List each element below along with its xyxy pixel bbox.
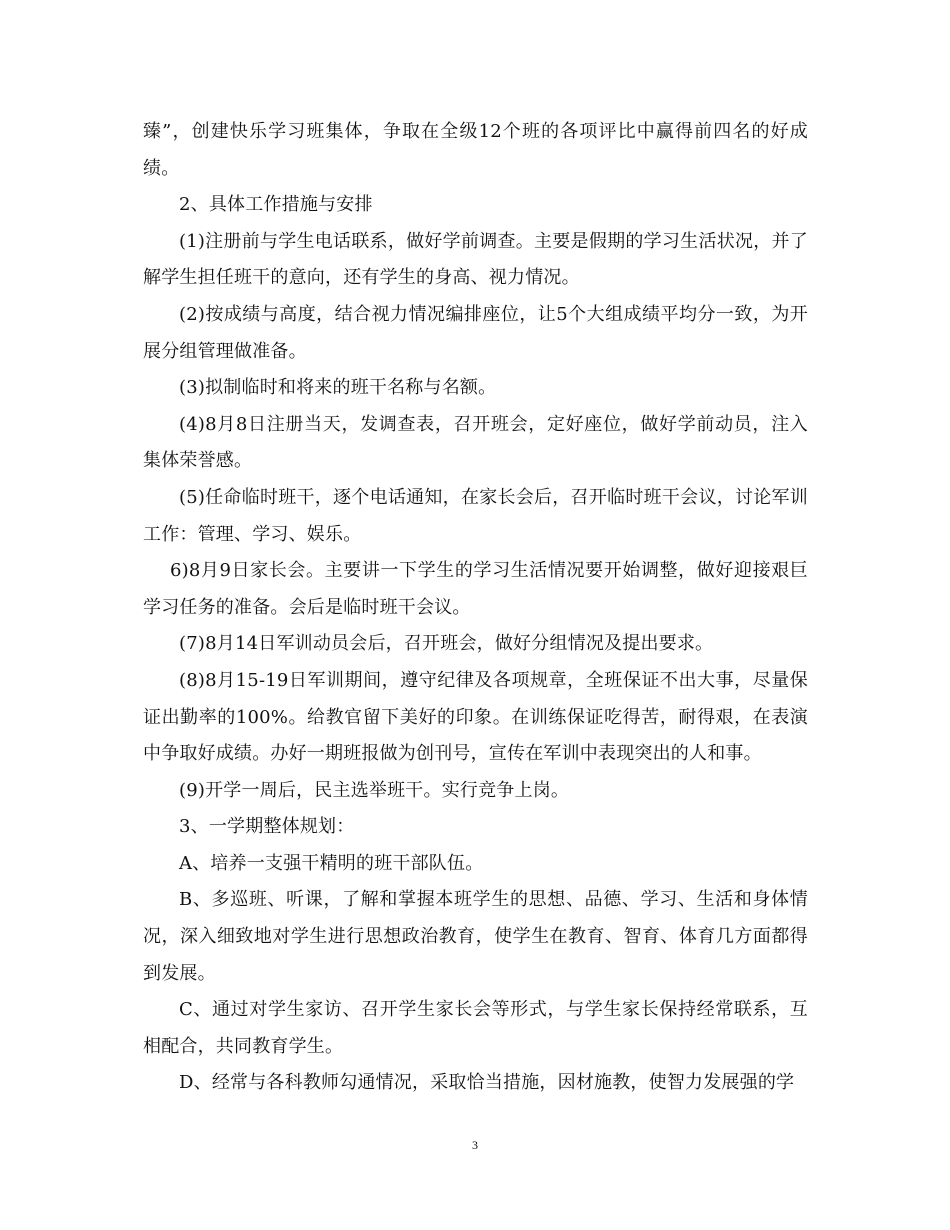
paragraph-item-5: (5)任命临时班干，逐个电话通知，在家长会后，召开临时班干会议，讨论军训工作：管理、学习、娱乐。	[143, 486, 808, 545]
paragraph-item-3: (3)拟制临时和将来的班干名称与名额。	[179, 377, 497, 399]
document-body	[143, 114, 808, 1102]
paragraph-item-8: (8)8月15-19日军训期间，遵守纪律及各项规章，全班保证不出大事，尽量保证出勤率的100%。给教官留下美好的印象。在训练保证吃得苦，耐得艰，在表演中争取好成绩。办好一期班报做为创刊号，宣传在军训中表现突出的人和事。	[143, 669, 808, 765]
paragraph-item-6: 6)8月9日家长会。主要讲一下学生的学习生活情况要开始调整，做好迎接艰巨学习任务的准备。会后是临时班干会议。	[143, 560, 808, 618]
section-heading-plan: 3、一学期整体规划：	[179, 816, 355, 838]
paragraph-plan-d: D、经常与各科教师勾通情况，采取恰当措施，因材施教，使智力发展强的学	[179, 1072, 795, 1094]
paragraph-plan-a: A、培养一支强干精明的班干部队伍。	[179, 852, 484, 874]
page-number: 3	[472, 1138, 478, 1152]
paragraph-item-1: (1)注册前与学生电话联系，做好学前调查。主要是假期的学习生活状况，并了解学生担任班干的意向，还有学生的身高、视力情况。	[143, 230, 808, 289]
paragraph-continuation: 臻”，创建快乐学习班集体，争取在全级12个班的各项评比中赢得前四名的好成绩。	[143, 121, 808, 179]
paragraph-item-4: (4)8月8日注册当天，发调查表，召开班会，定好座位，做好学前动员，注入集体荣誉感。	[143, 413, 808, 472]
paragraph-item-9: (9)开学一周后，民主选举班干。实行竞争上岗。	[179, 779, 570, 801]
paragraph-item-2: (2)按成绩与高度，结合视力情况编排座位，让5个大组成绩平均分一致，为开展分组管理做准备。	[143, 303, 808, 362]
section-heading-measures: 2、具体工作措施与安排	[179, 194, 373, 216]
paragraph-plan-b: B、多巡班、听课，了解和掌握本班学生的思想、品德、学习、生活和身体情况，深入细致地对学生进行思想政治教育，使学生在教育、智育、体育几方面都得到发展。	[143, 889, 808, 984]
paragraph-item-7: (7)8月14日军训动员会后，召开班会，做好分组情况及提出要求。	[179, 633, 714, 655]
paragraph-plan-c: C、通过对学生家访、召开学生家长会等形式，与学生家长保持经常联系，互相配合，共同教育学生。	[143, 999, 808, 1057]
